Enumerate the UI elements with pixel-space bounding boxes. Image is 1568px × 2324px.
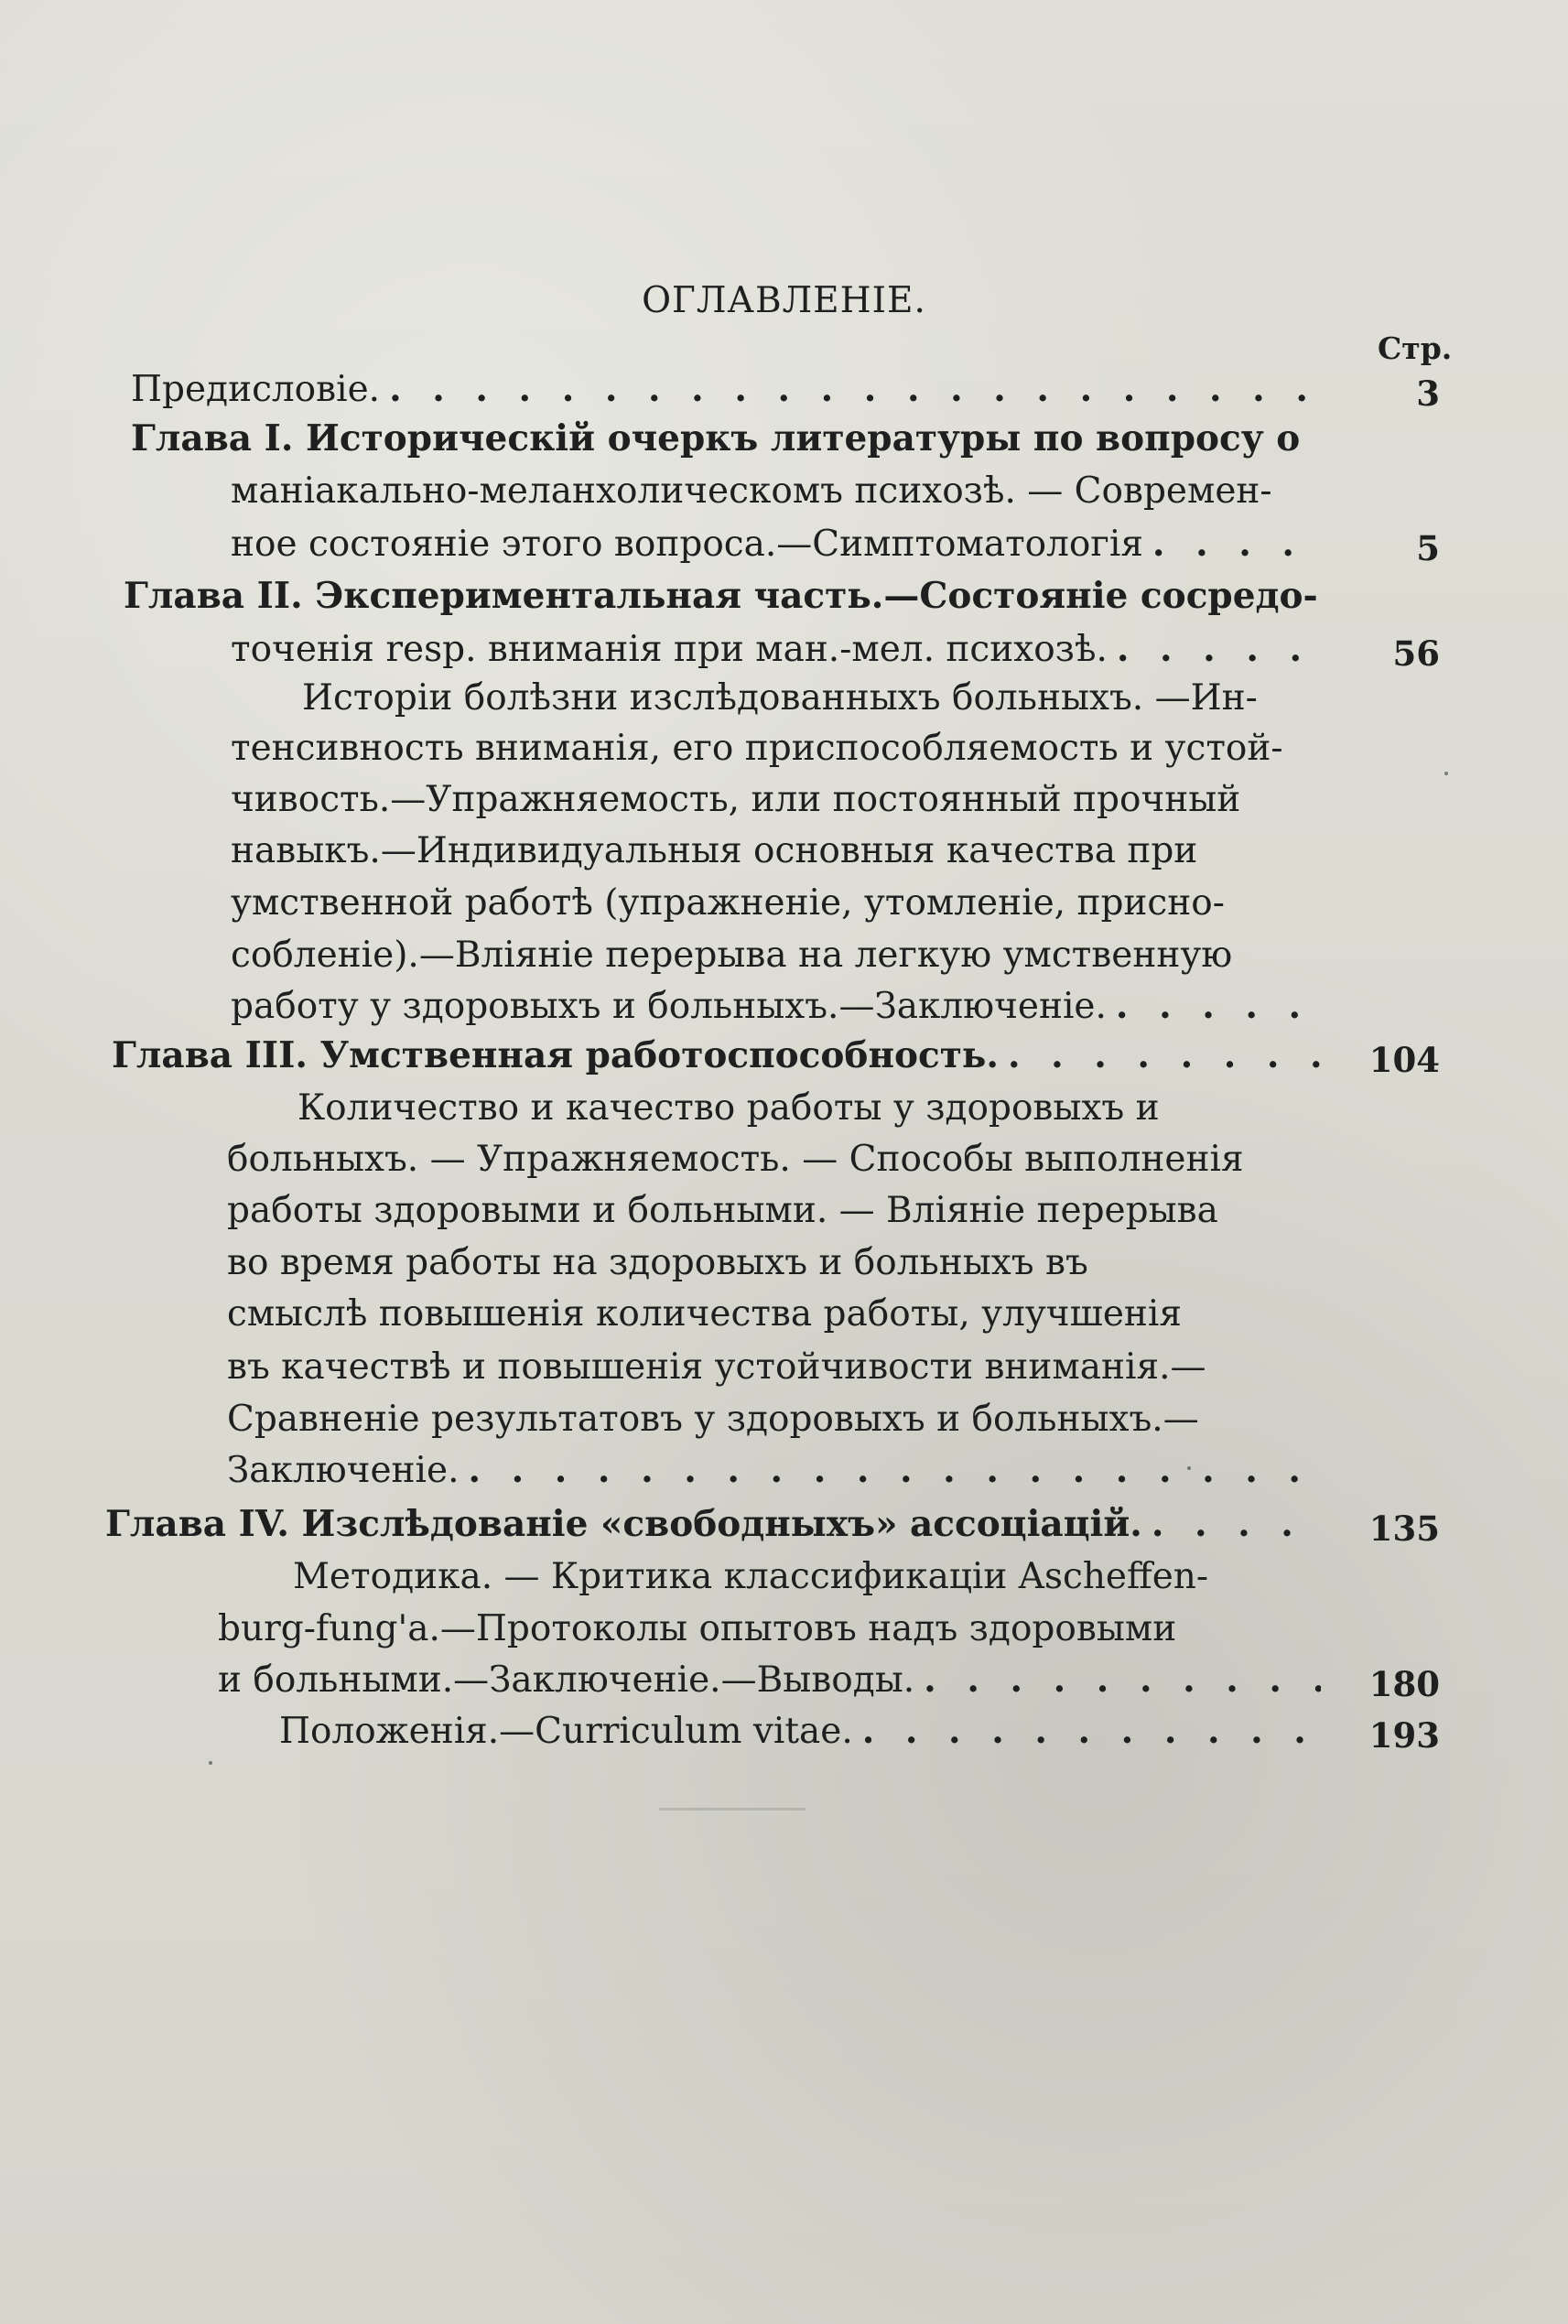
toc-line-15: больныхъ. — Упражняемость. — Способы выполненiя [227, 1139, 1244, 1180]
toc-line-13 [112, 1034, 1320, 1076]
toc-line-26 [279, 1711, 1321, 1752]
toc-line-21 [227, 1450, 1325, 1491]
toc-page-number: 193 [1368, 1715, 1440, 1756]
toc-line-7: тенсивность вниманiя, его приспособляемость и устой- [231, 728, 1283, 769]
toc-line-22 [105, 1503, 1323, 1545]
toc-line-4: Глава II. Экспериментальная часть.—Состоянiе сосредо- [124, 575, 1318, 617]
dot-leader [1152, 526, 1320, 562]
toc-text: работу у здоровыхъ и больныхъ.—Заключенiе. [231, 986, 1107, 1027]
toc-text: Предисловiе. [131, 369, 381, 410]
dot-leader [1152, 1507, 1323, 1542]
toc-line-23: Методика. — Критика классификацiи Ascheffen- [293, 1556, 1209, 1597]
dot-leader [389, 372, 1321, 407]
page-column-header: Стр. [1378, 330, 1453, 366]
toc-line-12 [231, 986, 1320, 1027]
toc-line-0 [131, 369, 1321, 410]
toc-page-number: 3 [1416, 373, 1440, 414]
section-rule [659, 1808, 806, 1811]
toc-line-3 [231, 524, 1320, 565]
toc-line-10: умственной работѣ (упражненiе, утомленiе, присно- [231, 882, 1225, 924]
toc-text: Глава IV. Изслѣдованiе «свободныхъ» ассоцiацiй. [105, 1503, 1142, 1545]
toc-text: Положенiя.—Curriculum vitae. [279, 1711, 853, 1752]
toc-page-number: 180 [1368, 1664, 1440, 1704]
toc-text: Заключенiе. [227, 1450, 460, 1491]
toc-line-2: манiакально-меланхолическомъ психозѣ. — Современ- [231, 470, 1272, 512]
toc-page-number: 135 [1368, 1508, 1440, 1549]
toc-line-8: чивость.—Упражняемость, или постоянный прочный [231, 779, 1241, 820]
toc-text: Глава III. Умственная работоспособность. [112, 1034, 999, 1076]
print-speck [1444, 772, 1448, 775]
toc-line-14: Количество и качество работы у здоровыхъ и [297, 1087, 1160, 1129]
dot-leader [468, 1453, 1325, 1488]
toc-page-number: 5 [1416, 528, 1440, 568]
toc-text: ное состоянiе этого вопроса.—Симптоматологiя [231, 524, 1143, 565]
toc-line-17: во время работы на здоровыхъ и больныхъ въ [227, 1242, 1088, 1283]
toc-line-25 [218, 1659, 1321, 1701]
dot-leader [862, 1713, 1321, 1749]
toc-text: точенiя resp. вниманiя при ман.-мел. психозѣ. [231, 629, 1108, 670]
print-speck [209, 1761, 212, 1765]
toc-line-16: работы здоровыми и больными. — Влiянiе перерыва [227, 1190, 1218, 1231]
toc-line-24: burg-fung'a.—Протоколы опытовъ надъ здоровыми [218, 1608, 1177, 1649]
print-speck [1187, 1466, 1191, 1470]
toc-page-number: 56 [1392, 633, 1440, 674]
toc-line-20: Сравненiе результатовъ у здоровыхъ и больныхъ.— [227, 1399, 1199, 1440]
toc-page-number: 104 [1368, 1040, 1440, 1080]
toc-line-6: Исторiи болѣзни изслѣдованныхъ больныхъ. —Ин- [302, 677, 1258, 719]
dot-leader [1116, 989, 1320, 1024]
toc-line-19: въ качествѣ и повышенiя устойчивости вниманiя.— [227, 1346, 1206, 1388]
toc-line-1: Глава I. Историческiй очеркъ литературы по вопросу о [131, 417, 1301, 459]
dot-leader [1008, 1038, 1320, 1074]
toc-text: и больными.—Заключенiе.—Выводы. [218, 1659, 915, 1701]
toc-line-5 [231, 629, 1320, 670]
toc-line-18: смыслѣ повышенiя количества работы, улучшенiя [227, 1293, 1182, 1335]
toc-line-9: навыкъ.—Индивидуальныя основныя качества при [231, 830, 1198, 871]
dot-leader [924, 1662, 1321, 1698]
toc-line-11: собленiе).—Влiянiе перерыва на легкую умственную [231, 935, 1233, 976]
page-title: ОГЛАВЛЕНIЕ. [642, 280, 926, 321]
dot-leader [1117, 632, 1320, 667]
